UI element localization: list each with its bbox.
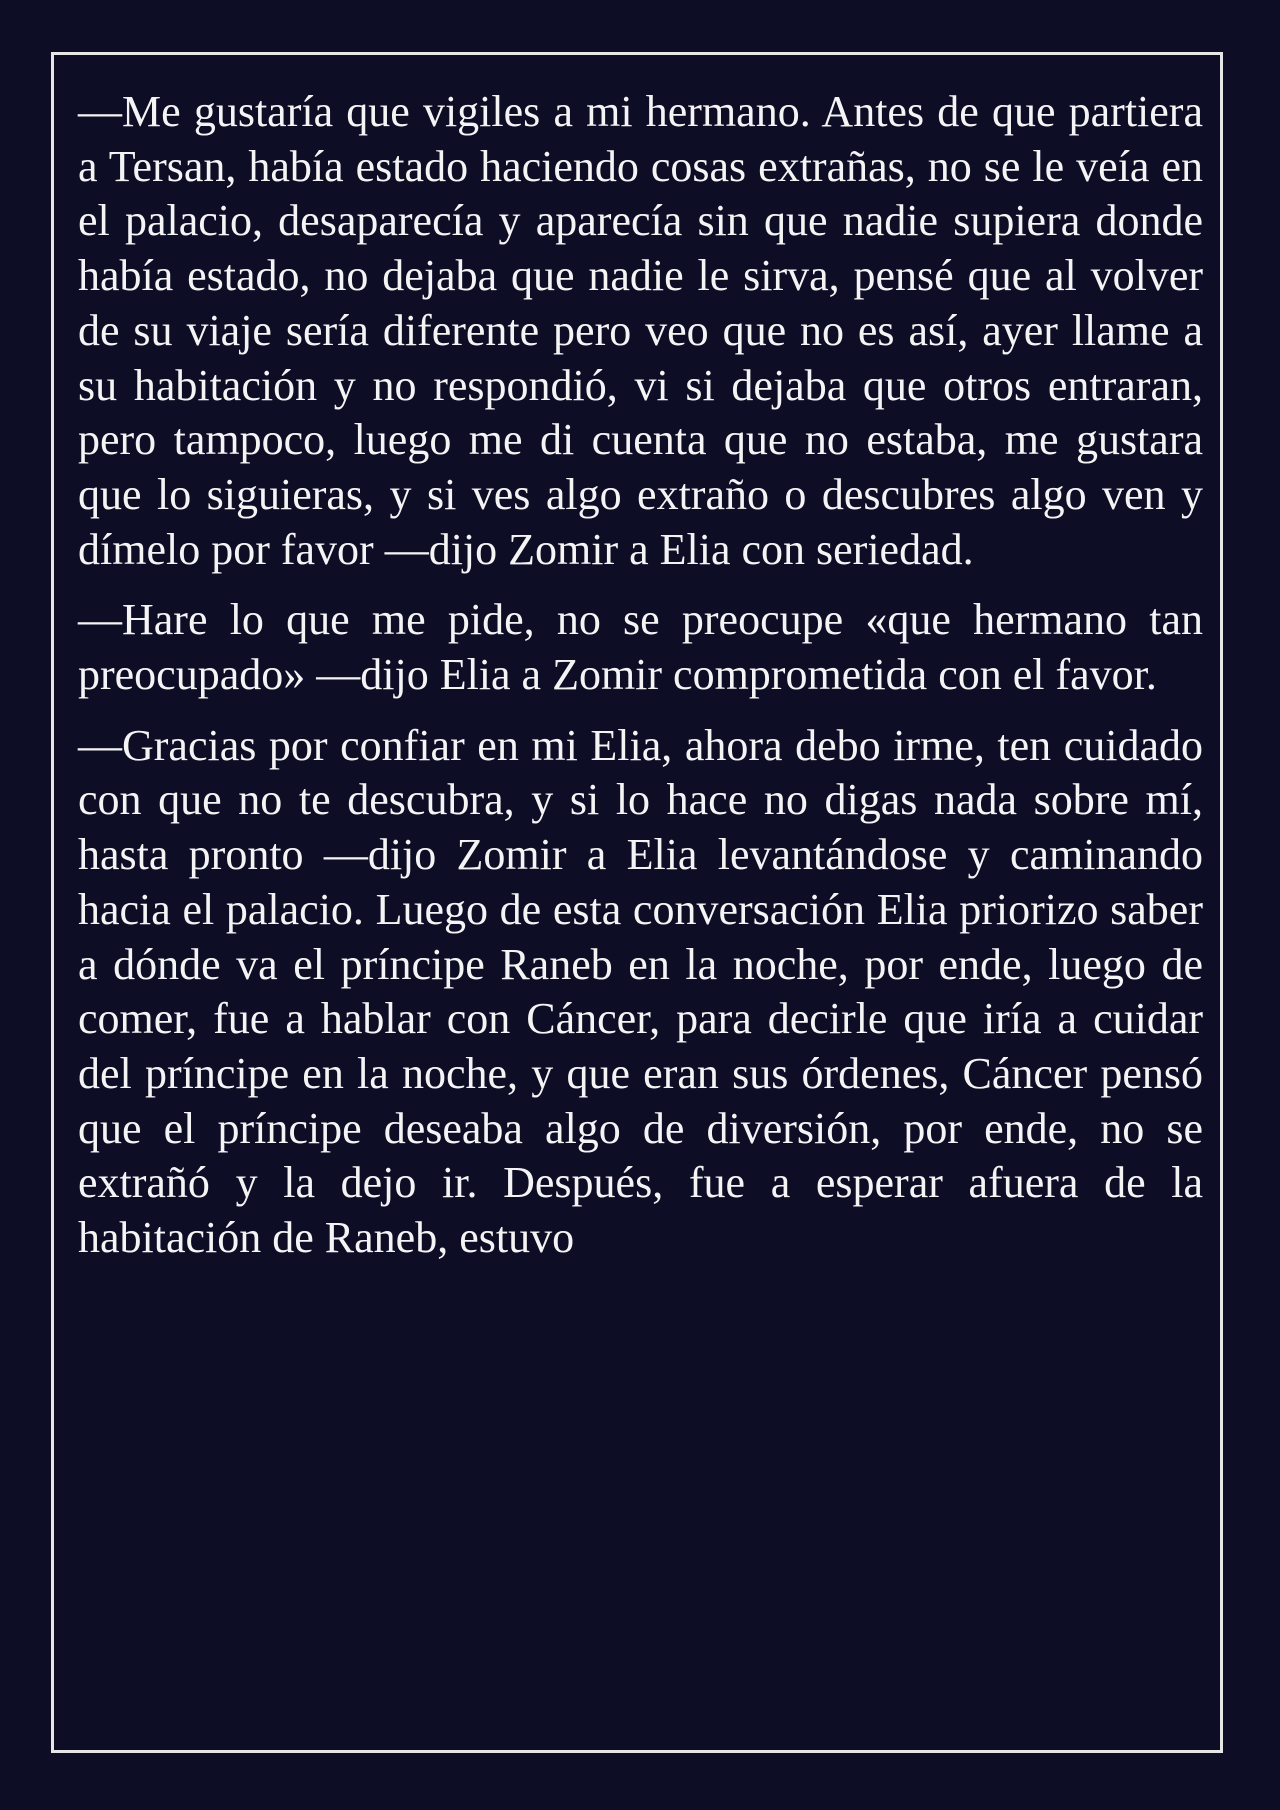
paragraph-1: —Me gustaría que vigiles a mi hermano. Antes de que partiera a Tersan, había estado haciendo cosas extrañas, no se le veía en el palacio, desaparecía y aparecía sin que nadie supiera donde había estado, no dejaba que nadie le sirva, pensé que al volver de su viaje sería diferente pero veo que no es así, ayer llame a su habitación y no respondió, vi si dejaba que otros entraran, pero tampoco, luego me di cuenta que no estaba, me gustara que lo siguieras, y si ves algo extraño o descubres algo ven y dímelo por favor —dijo Zomir a Elia con seriedad.	[78, 87, 1203, 574]
page-text	[78, 85, 1203, 1282]
paragraph-2: —Hare lo que me pide, no se preocupe «que hermano tan preocupado» —dijo Elia a Zomir comprometida con el favor.	[78, 595, 1203, 700]
paragraph-3: —Gracias por confiar en mi Elia, ahora debo irme, ten cuidado con que no te descubra, y si lo hace no digas nada sobre mí, hasta pronto —dijo Zomir a Elia levantándose y caminando hacia el palacio. Luego de esta conversación Elia priorizo saber a dónde va el príncipe Raneb en la noche, por ende, luego de comer, fue a hablar con Cáncer, para decirle que iría a cuidar del príncipe en la noche, y que eran sus órdenes, Cáncer pensó que el príncipe deseaba algo de diversión, por ende, no se extrañó y la dejo ir. Después, fue a esperar afuera de la habitación de Raneb, estuvo	[78, 720, 1203, 1263]
